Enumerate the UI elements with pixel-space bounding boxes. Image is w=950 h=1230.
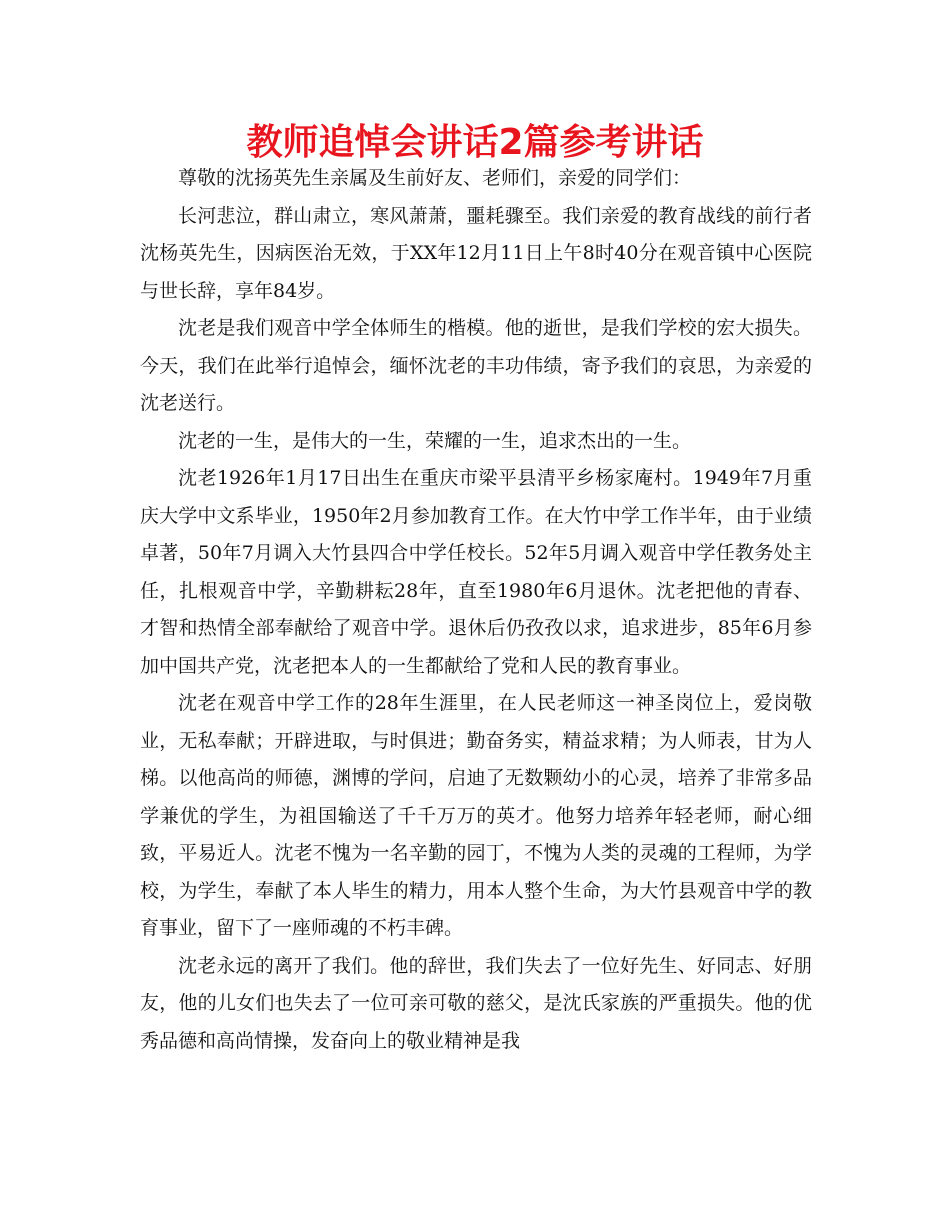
paragraph-salutation: 尊敬的沈扬英先生亲属及生前好友、老师们，亲爱的同学们： <box>178 167 692 189</box>
paragraph: 沈老的一生，是伟大的一生，荣耀的一生，追求杰出的一生。 <box>178 429 692 452</box>
document-title: 教师追悼会讲话2篇参考讲话 <box>246 122 704 163</box>
paragraph: 沈老是我们观音中学全体师生的楷模。他的逝世，是我们学校的宏大损失。今天，我们在此举行追悼会，缅怀沈老的丰功伟绩，寄予我们的哀思，为亲爱的沈老送行。 <box>140 317 812 414</box>
paragraph: 长河悲泣，群山肃立，寒风萧萧，噩耗骤至。我们亲爱的教育战线的前行者沈杨英先生，因病医治无效，于XX年12月11日上午8时40分在观音镇中心医院与世长辞，享年84岁。 <box>140 204 812 302</box>
paragraph: 沈老在观音中学工作的28年生涯里，在人民老师这一神圣岗位上，爱岗敬业，无私奉献；开辟进取，与时俱进；勤奋务实，精益求精；为人师表，甘为人梯。以他高尚的师德，渊博的学问，启迪了无数颗幼小的心灵，培养了非常多品学兼优的学生，为祖国输送了千千万万的英才。他努力培养年轻老师，耐心细致，平易近人。沈老不愧为一名辛勤的园丁，不愧为人类的灵魂的工程师，为学校，为学生，奉献了本人毕生的精力，用本人整个生命，为大竹县观音中学的教育事业，留下了一座师魂的不朽丰碑。 <box>140 692 812 939</box>
paragraph: 沈老永远的离开了我们。他的辞世，我们失去了一位好先生、好同志、好朋友，他的儿女们也失去了一位可亲可敬的慈父，是沈氏家族的严重损失。他的优秀品德和高尚情操，发奋向上的敬业精神是我 <box>140 954 812 1052</box>
document-body <box>140 160 812 1060</box>
paragraph: 沈老1926年1月17日出生在重庆市梁平县清平乡杨家庵村。1949年7月重庆大学中文系毕业，1950年2月参加教育工作。在大竹中学工作半年，由于业绩卓著，50年7月调入大竹县四合中学任校长。52年5月调入观音中学任教务处主任，扎根观音中学，辛勤耕耘28年，直至1980年6月退休。沈老把他的青春、才智和热情全部奉献给了观音中学。退休后仍孜孜以求，追求进步，85年6月参加中国共产党，沈老把本人的一生都献给了党和人民的教育事业。 <box>140 467 812 677</box>
